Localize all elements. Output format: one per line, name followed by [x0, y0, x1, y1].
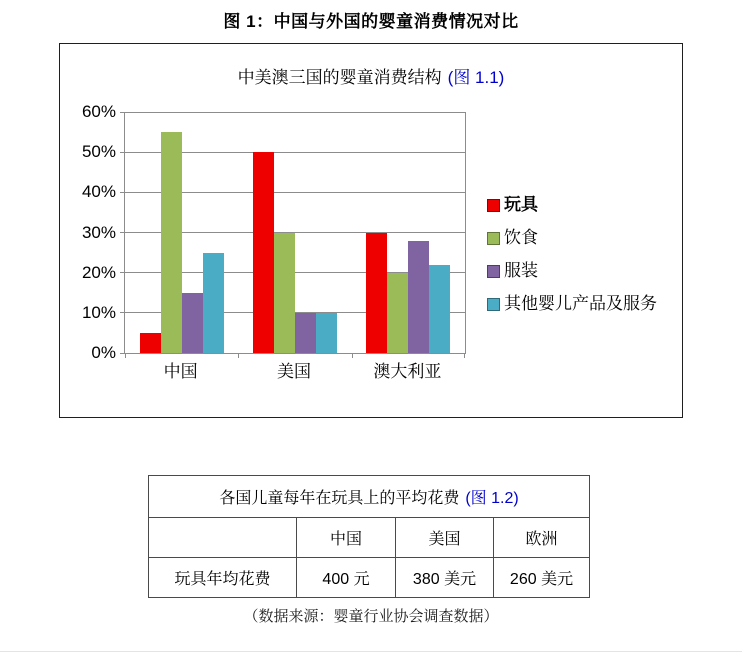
y-axis-label: 50% — [81, 142, 116, 162]
y-axis-tick — [120, 232, 125, 233]
table-row-label: 玩具年均花费 — [149, 558, 297, 598]
legend-label: 玩具 — [504, 195, 538, 214]
average-spend-table — [148, 475, 590, 598]
chart-title — [60, 63, 682, 88]
bar-series1-cat2 — [387, 273, 408, 353]
y-axis-label: 0% — [91, 343, 116, 362]
table-title-text: 各国儿童每年在玩具上的平均花费 — [219, 490, 460, 507]
legend-item — [487, 295, 657, 313]
bar-chart-figure — [59, 43, 683, 418]
y-axis-labels — [60, 102, 116, 362]
y-axis-label: 40% — [81, 182, 116, 202]
legend-swatch — [487, 265, 500, 278]
table-value-usa: 380 美元 — [396, 558, 494, 598]
legend-swatch — [487, 232, 500, 245]
bar-series0-cat1 — [253, 152, 274, 353]
legend-item — [487, 196, 657, 214]
chart-legend — [487, 196, 657, 313]
data-source-note: （数据来源：婴童行业协会调查数据） — [243, 608, 499, 625]
bar-series0-cat0 — [140, 333, 161, 353]
chart-title-ref: (图 1.1) — [447, 68, 505, 87]
table-title-cell — [149, 476, 590, 518]
y-axis-label: 60% — [81, 102, 116, 121]
bar-series1-cat0 — [161, 132, 182, 353]
table-header-row — [149, 518, 590, 558]
table-header-europe: 欧洲 — [494, 518, 590, 558]
x-axis-label: 美国 — [277, 362, 311, 381]
table-header-usa: 美国 — [396, 518, 494, 558]
y-axis-tick — [120, 312, 125, 313]
legend-swatch — [487, 298, 500, 311]
table-value-europe: 260 美元 — [494, 558, 590, 598]
bar-series3-cat2 — [429, 265, 450, 353]
x-axis-labels — [124, 357, 464, 381]
y-axis-tick — [120, 152, 125, 153]
bar-series2-cat1 — [295, 313, 316, 353]
legend-item — [487, 229, 657, 247]
y-axis-tick — [120, 192, 125, 193]
x-axis-label: 中国 — [163, 362, 198, 381]
table-data-row — [149, 558, 590, 598]
y-axis-label: 10% — [81, 302, 116, 322]
legend-swatch — [487, 199, 500, 212]
table-title-row — [149, 476, 590, 518]
table-value-china: 400 元 — [297, 558, 396, 598]
bar-series1-cat1 — [274, 233, 295, 354]
legend-label: 饮食 — [504, 228, 538, 247]
y-axis-label: 20% — [81, 262, 116, 282]
table-header-empty — [149, 518, 297, 558]
bar-series0-cat2 — [366, 233, 387, 354]
gridline — [125, 112, 465, 113]
table-header-china: 中国 — [297, 518, 396, 558]
legend-label: 服装 — [504, 261, 538, 280]
y-axis-tick — [120, 112, 125, 113]
legend-item — [487, 262, 657, 280]
plot-area — [124, 112, 466, 354]
x-axis-tick — [464, 353, 465, 358]
bar-series2-cat0 — [182, 293, 203, 353]
y-axis-tick — [120, 272, 125, 273]
bar-series3-cat1 — [316, 313, 337, 353]
table-title-ref: (图 1.2) — [465, 490, 519, 507]
bar-series2-cat2 — [408, 241, 429, 353]
bar-series3-cat0 — [203, 253, 224, 353]
y-axis-label: 30% — [81, 222, 116, 242]
legend-label: 其他婴儿产品及服务 — [504, 294, 657, 313]
x-axis-label: 澳大利亚 — [373, 362, 442, 381]
chart-title-text: 中美澳三国的婴童消费结构 — [237, 68, 442, 87]
figure-main-title: 图 1：中国与外国的婴童消费情况对比 — [223, 12, 519, 31]
